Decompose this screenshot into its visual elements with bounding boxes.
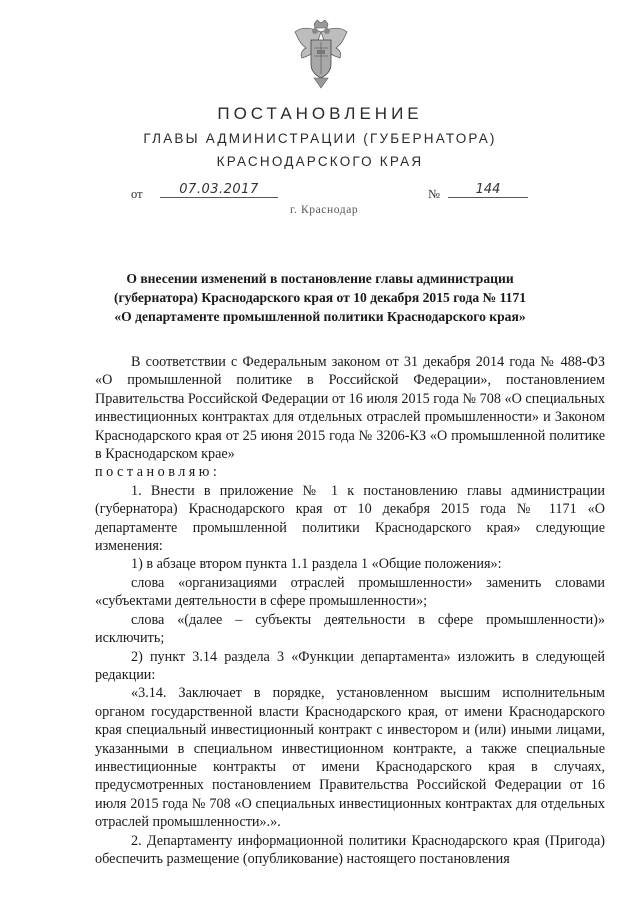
issuer-heading-line2: КРАСНОДАРСКОГО КРАЯ [216, 154, 424, 169]
paragraph-1-1: 1) в абзаце втором пункта 1.1 раздела 1 «Общие положения»: [131, 556, 502, 573]
preamble-paragraph: В соответствии с Федеральным законом от 31 декабря 2014 года № 488-ФЗ «О промышленной политике в Российской Федерации», постановлением Правительства Российской Федерации от 16 июля 2015 года № 708 «О специальных инвестиционных контрактах для отдельных отраслей промышленности» и Законом Краснодарского края от 25 июня 2015 года № 3206-КЗ «О промышленной политике в Краснодарском крае» [95, 354, 605, 463]
decree-word: постановляю: [95, 464, 221, 481]
issuer-heading-line1: ГЛАВЫ АДМИНИСТРАЦИИ (ГУБЕРНАТОРА) [143, 131, 497, 146]
date-value: 07.03.2017 [160, 182, 278, 198]
paragraph-1-1a: слова «организациями отраслей промышленности» заменить словами «субъектами деятельности в сфере промышленности»; [95, 574, 605, 610]
document-title [95, 269, 545, 326]
document-title-line: (губернатора) Краснодарского края от 10 декабря 2015 года № 1171 [113, 290, 527, 305]
number-label: № [428, 187, 440, 201]
paragraph-2: 2. Департаменту информационной политики Краснодарского края (Пригода) обеспечить размещение (опубликование) настоящего постановления [95, 832, 605, 867]
number-value: 144 [448, 182, 528, 198]
paragraph-1: 1. Внести в приложение № 1 к постановлению главы администрации (губернатора) Краснодарского края от 10 декабря 2015 года № 1171 «О департаменте промышленной политики Краснодарского края» следующие изменения: [95, 482, 605, 555]
paragraph-1-2-quote: «3.14. Заключает в порядке, установленном высшим исполнительным органом государственной власти Краснодарского края, от имени Краснодарского края специальный инвестиционный контракт с инвестором и (или) иными лицами, указанными в специальном инвестиционном контракте, а также специальные инвестиционные контракты от имени Краснодарского края в случаях, предусмотренных постановлением Правительства Российской Федерации от 16 июля 2015 года № 708 «О специальных инвестиционных контрактах для отдельных отраслей промышленности».». [95, 685, 605, 831]
document-body [95, 353, 605, 868]
paragraph-1-1b: слова «(далее – субъекты деятельности в сфере промышленности)» исключить; [95, 611, 605, 647]
paragraph-1-2: 2) пункт 3.14 раздела 3 «Функции департамента» изложить в следующей редакции: [95, 648, 605, 683]
coat-of-arms-emblem [292, 18, 350, 90]
decree-word-paragraph [95, 463, 605, 481]
document-title-line: «О департаменте промышленной политики Краснодарского края» [114, 309, 526, 324]
city-label: г. Краснодар [290, 204, 359, 216]
document-title-line: О внесении изменений в постановление главы администрации [126, 271, 514, 286]
document-type-heading: ПОСТАНОВЛЕНИЕ [217, 104, 423, 123]
date-label: от [131, 187, 143, 201]
